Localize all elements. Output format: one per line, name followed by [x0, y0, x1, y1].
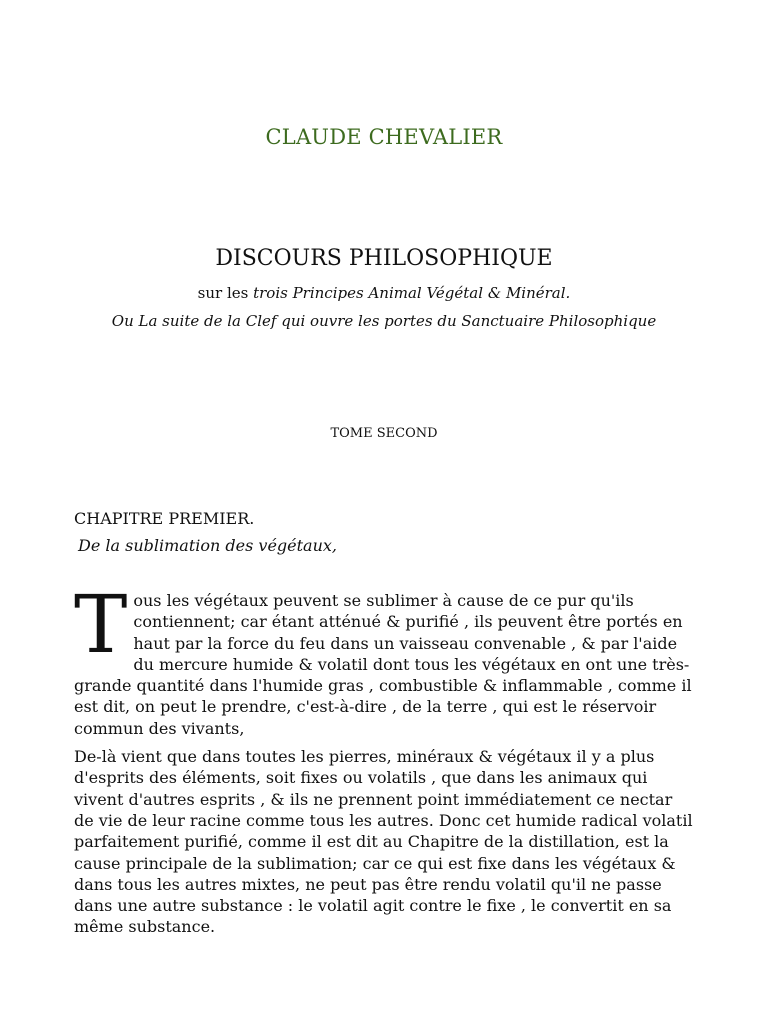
subtitle-prefix: sur les: [197, 284, 254, 302]
chapter-body: [74, 578, 694, 945]
book-title: DISCOURS PHILOSOPHIQUE: [215, 246, 553, 271]
paragraph-1: [74, 578, 694, 739]
author-name: CLAUDE CHEVALIER: [265, 125, 503, 149]
paragraph-1-text: ous les végétaux peuvent se sublimer à cause de ce pur qu'ils contiennent; car étant atténué & purifié , ils peuvent être portés en haut par la force du feu dans un vaisseau convenable , & par l'aide du mercure humide & volatil dont tous les végétaux en ont une très-grande quantité dans l'humide gras , combustible & inflammable , comme il est dit, on peut le prendre, c'est-à-dire , de la terre , qui est le réservoir commun des vivants,: [74, 591, 692, 738]
paragraph-2: De-là vient que dans toutes les pierres, minéraux & végétaux il y a plus d'esprits des éléments, soit fixes ou volatils , que dans les animaux qui vivent d'autres esprits , & ils ne prennent point immédiatement ce nectar de vie de leur racine comme tous les autres. Donc cet humide radical volatil parfaitement purifié, comme il est dit au Chapitre de la distillation, est la cause principale de la sublimation; car ce qui est fixe dans les végétaux & dans tous les autres mixtes, ne peut pas être rendu volatil qu'il ne passe dans une autre substance : le volatil agit contre le fixe , le convertit en sa même substance.: [74, 747, 693, 937]
book-subtitle: [0, 284, 768, 302]
drop-cap: T: [74, 578, 128, 671]
tome-label: TOME SECOND: [330, 426, 438, 441]
chapter-subtitle: De la sublimation des végétaux,: [78, 536, 338, 555]
chapter-title: CHAPITRE PREMIER.: [74, 509, 255, 528]
book-subtitle-secondary: Ou La suite de la Clef qui ouvre les portes du Sanctuaire Philosophique: [111, 312, 657, 330]
subtitle-italic: trois Principes Animal Végétal & Minéral.: [253, 284, 571, 302]
